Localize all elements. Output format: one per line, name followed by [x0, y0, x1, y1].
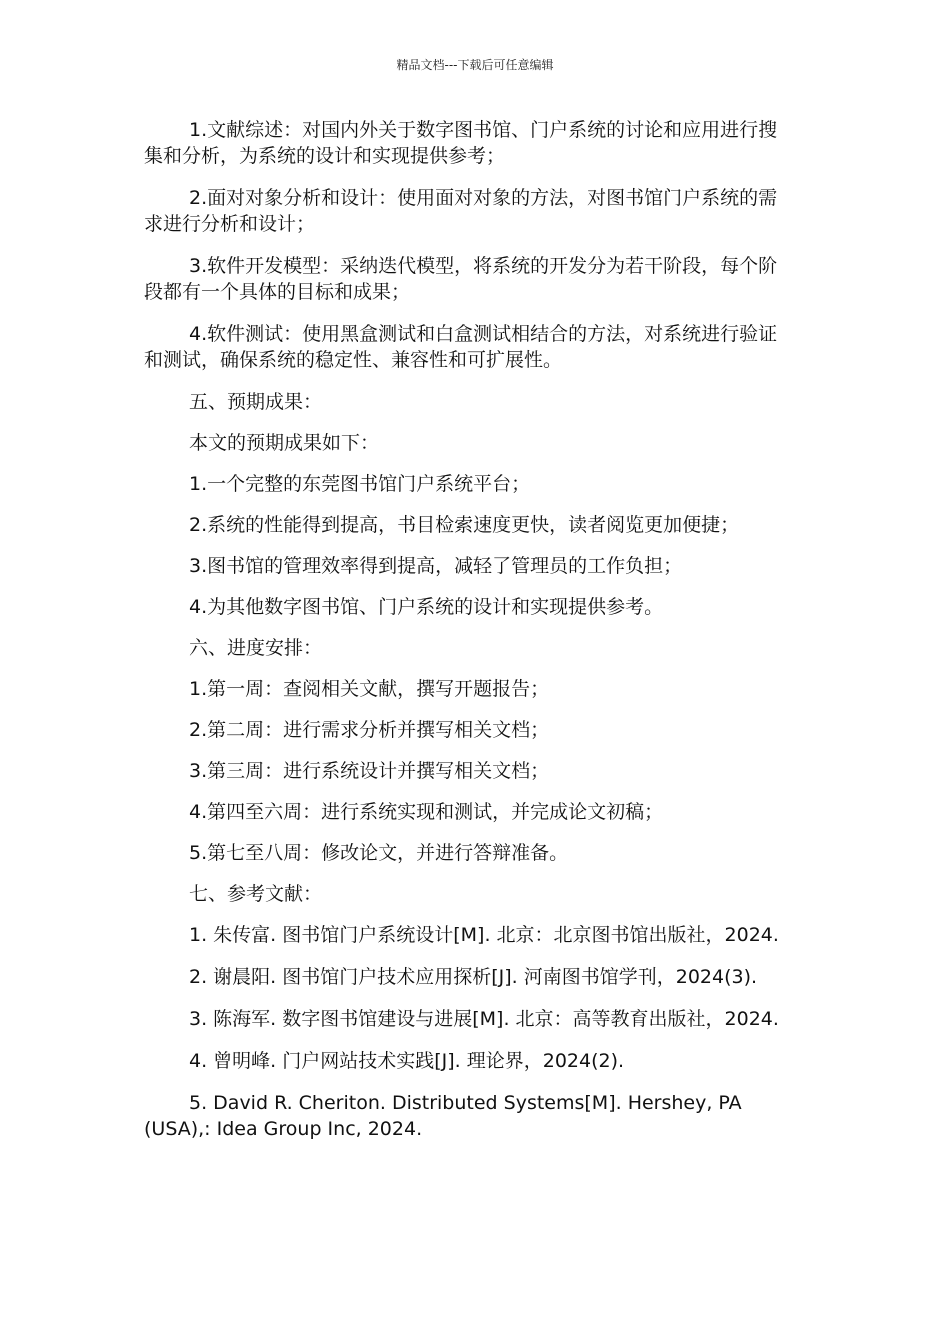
method-item: 4.软件测试：使用黑盒测试和白盒测试相结合的方法，对系统进行验证和测试，确保系统的稳定性、兼容性和可扩展性。: [144, 323, 778, 371]
section-heading-schedule: 六、进度安排：: [189, 637, 323, 659]
document-body: [144, 117, 794, 1158]
reference-item: 5. David R. Cheriton. Distributed Systems[M]. Hershey, PA (USA),: Idea Group Inc, 2024.: [144, 1092, 742, 1140]
reference-item: 3. 陈海军. 数字图书馆建设与进展[M]. 北京：高等教育出版社，2024.: [189, 1008, 779, 1030]
expected-item: 3.图书馆的管理效率得到提高，减轻了管理员的工作负担；: [189, 555, 683, 577]
page-header: 精品文档---下载后可任意编辑: [396, 58, 554, 72]
schedule-item: 3.第三周：进行系统设计并撰写相关文档；: [189, 760, 550, 782]
schedule-item: 4.第四至六周：进行系统实现和测试，并完成论文初稿；: [189, 801, 664, 823]
method-item: 3.软件开发模型：采纳迭代模型，将系统的开发分为若干阶段，每个阶段都有一个具体的目标和成果；: [144, 255, 778, 303]
schedule-item: 1.第一周：查阅相关文献，撰写开题报告；: [189, 678, 550, 700]
section-heading-references: 七、参考文献：: [189, 883, 323, 905]
method-item: 1.文献综述：对国内外关于数字图书馆、门户系统的讨论和应用进行搜集和分析，为系统的设计和实现提供参考；: [144, 119, 778, 167]
reference-item: 4. 曾明峰. 门户网站技术实践[J]. 理论界，2024(2).: [189, 1050, 625, 1072]
reference-item: 1. 朱传富. 图书馆门户系统设计[M]. 北京：北京图书馆出版社，2024.: [189, 924, 779, 946]
section-heading-expected: 五、预期成果：: [189, 391, 323, 413]
method-item: 2.面对对象分析和设计：使用面对对象的方法，对图书馆门户系统的需求进行分析和设计；: [144, 187, 778, 235]
schedule-item: 2.第二周：进行需求分析并撰写相关文档；: [189, 719, 550, 741]
schedule-item: 5.第七至八周：修改论文，并进行答辩准备。: [189, 842, 569, 864]
expected-item: 2.系统的性能得到提高，书目检索速度更快，读者阅览更加便捷；: [189, 514, 740, 536]
expected-intro: 本文的预期成果如下：: [189, 432, 380, 454]
expected-item: 1.一个完整的东莞图书馆门户系统平台；: [189, 473, 531, 495]
reference-item: 2. 谢晨阳. 图书馆门户技术应用探析[J]. 河南图书馆学刊，2024(3).: [189, 966, 758, 988]
expected-item: 4.为其他数字图书馆、门户系统的设计和实现提供参考。: [189, 596, 664, 618]
